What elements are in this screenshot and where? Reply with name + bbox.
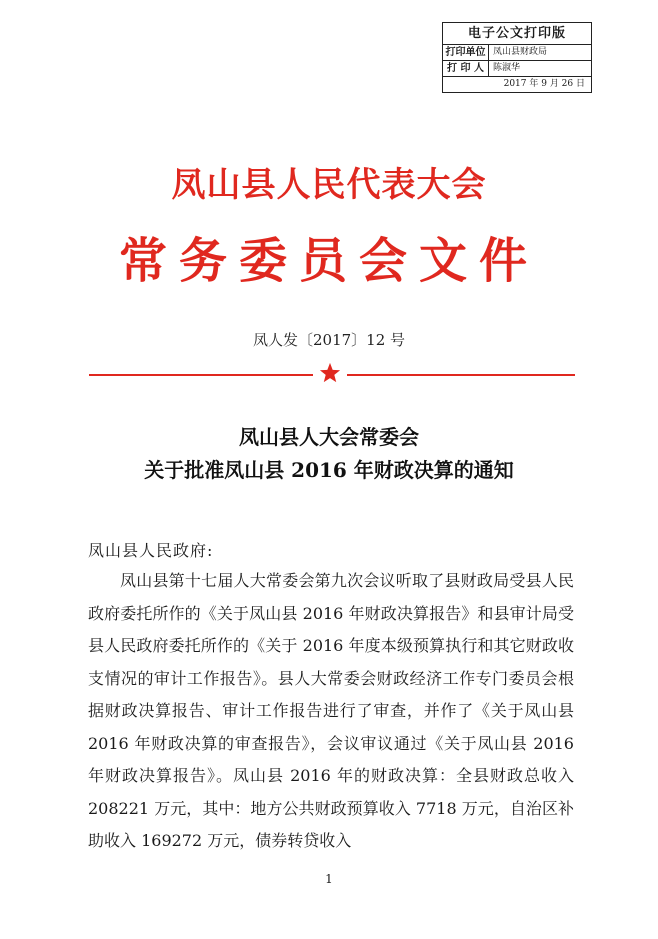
stamp-unit-label: 打印单位 [443,45,489,60]
red-star-icon [319,362,341,384]
document-number: 凤人发〔2017〕12 号 [252,331,406,349]
body-paragraph: 凤山县第十七届人大常委会第九次会议听取了县财政局受县人民政府委托所作的《关于凤山县 2016 年财政决算报告》和县审计局受县人民政府委托所作的《关于 2016 年度本级预算执行和其它财政收支情况的审计工作报告》。县人大常委会财政经济工作专门委员会根据财政决算报告、审计工作报告进行了审查，并作了《关于凤山县 2016 年财政决算的审查报告》，会议审议通过《关于凤山县 2016 年财政决算报告》。凤山县 2016 年的财政决算：全县财政总收入 208221 万元，其中：地方公共财政预算收入 7718 万元，自治区补助收入 169272 万元，债券转贷收入 [88,571,574,850]
issuer-heading: 凤山县人民代表大会 [171,165,487,205]
stamp-unit-value: 凤山县财政局 [493,47,548,57]
red-divider-left [89,374,313,376]
print-stamp [442,22,592,93]
notice-title-line1: 凤山县人大会常委会 [239,425,419,449]
stamp-person-row [443,61,591,77]
page-number: 1 [325,872,333,886]
stamp-person-value: 陈淑华 [493,63,521,73]
stamp-unit-row [443,45,591,61]
red-divider-right [347,374,575,376]
notice-title-line2: 关于批准凤山县 2016 年财政决算的通知 [144,458,514,482]
stamp-title: 电子公文打印版 [443,23,591,45]
body-text [88,565,574,858]
document-type-heading: 常务委员会文件 [118,233,539,289]
stamp-person-label: 打 印 人 [443,61,489,76]
salutation: 凤山县人民政府: [88,541,214,560]
stamp-date: 2017 年 9 月 26 日 [503,79,585,89]
